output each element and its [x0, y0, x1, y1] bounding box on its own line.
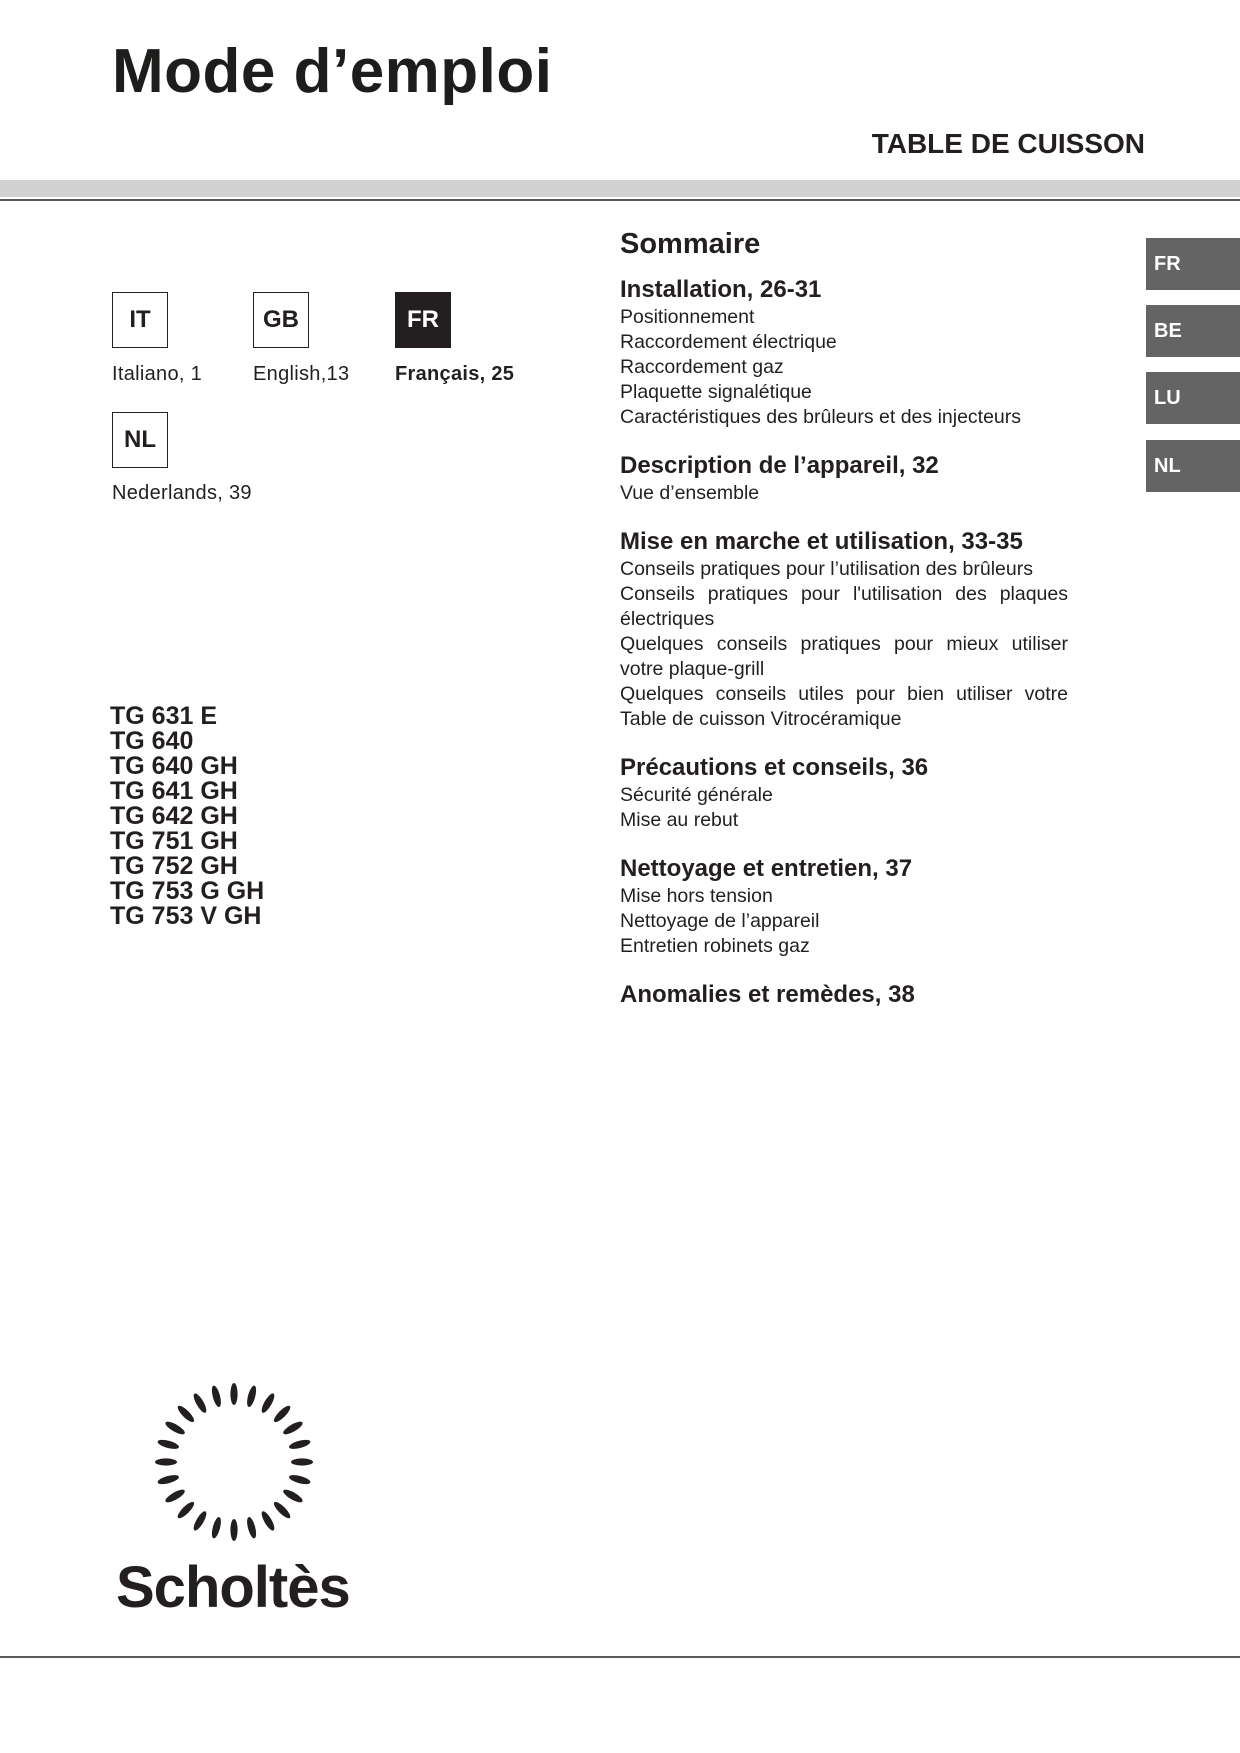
toc-section-title[interactable]: Précautions et conseils, 36 — [620, 754, 929, 781]
model-list — [110, 704, 264, 929]
footer-divider — [0, 1656, 1240, 1658]
sun-ray — [288, 1438, 311, 1451]
sun-ray — [191, 1392, 208, 1415]
toc-item[interactable]: Entretien robinets gaz — [620, 935, 810, 957]
lang-box-it[interactable]: IT — [112, 292, 168, 348]
toc-section-title[interactable]: Mise en marche et utilisation, 33-35 — [620, 528, 1023, 555]
lang-box-gb[interactable]: GB — [253, 292, 309, 348]
toc-section-title[interactable]: Anomalies et remèdes, 38 — [620, 981, 915, 1008]
toc-item[interactable]: Raccordement gaz — [620, 356, 784, 378]
model-item: TG 631 E — [110, 702, 217, 730]
lang-caption-gb: English,13 — [253, 363, 350, 385]
toc-item[interactable]: Sécurité générale — [620, 784, 773, 806]
toc-section-description — [620, 452, 1068, 506]
toc-heading: Sommaire — [620, 228, 761, 260]
header-band — [0, 180, 1240, 197]
toc-section-cleaning — [620, 855, 1068, 959]
sun-ray — [288, 1473, 311, 1486]
sun-ray — [230, 1519, 237, 1541]
toc-section-precautions — [620, 754, 1068, 833]
toc-item[interactable]: Raccordement électrique — [620, 331, 837, 353]
model-item: TG 640 — [110, 727, 194, 755]
lang-box-nl[interactable]: NL — [112, 412, 168, 468]
side-tab-fr[interactable]: FR — [1146, 238, 1240, 290]
toc-item[interactable]: Plaquette signalétique — [620, 381, 812, 403]
toc-item[interactable]: Quelques conseils pratiques pour mieux utiliser votre plaque-grill — [620, 633, 1068, 680]
sun-ray — [157, 1473, 180, 1486]
model-item: TG 753 V GH — [110, 902, 262, 930]
toc-section-title[interactable]: Description de l’appareil, 32 — [620, 452, 939, 479]
sun-ray — [259, 1392, 276, 1415]
sun-ray — [210, 1516, 223, 1539]
toc-section-troubleshooting — [620, 981, 1068, 1009]
toc-item[interactable]: Vue d’ensemble — [620, 482, 760, 504]
toc-item[interactable]: Caractéristiques des brûleurs et des injecteurs — [620, 406, 1022, 428]
toc-item[interactable]: Nettoyage de l’appareil — [620, 910, 820, 932]
sun-ray — [259, 1510, 276, 1533]
model-item: TG 752 GH — [110, 852, 238, 880]
lang-caption-it: Italiano, 1 — [112, 363, 203, 385]
toc-item[interactable]: Mise au rebut — [620, 809, 739, 831]
toc-section-title[interactable]: Installation, 26-31 — [620, 276, 822, 303]
sun-ray — [157, 1438, 180, 1451]
sun-ray — [164, 1487, 187, 1504]
toc-section-installation — [620, 276, 1068, 430]
model-item: TG 753 G GH — [110, 877, 265, 905]
lang-caption-fr: Français, 25 — [395, 363, 515, 385]
sun-ray — [155, 1458, 177, 1465]
side-tab-nl[interactable]: NL — [1146, 440, 1240, 492]
page-subtitle: TABLE DE CUISSON — [871, 128, 1145, 159]
table-of-contents — [620, 226, 1068, 1031]
side-tab-lu[interactable]: LU — [1146, 372, 1240, 424]
brand-wordmark: Scholtès — [116, 1555, 350, 1620]
lang-caption-nl: Nederlands, 39 — [112, 482, 252, 504]
model-item: TG 751 GH — [110, 827, 238, 855]
sun-ray — [282, 1419, 305, 1436]
sun-ray — [245, 1385, 258, 1408]
model-item: TG 641 GH — [110, 777, 238, 805]
sun-ray — [176, 1500, 197, 1521]
lang-box-fr[interactable]: FR — [395, 292, 451, 348]
sun-ray — [272, 1404, 293, 1425]
sun-ray — [210, 1385, 223, 1408]
model-item: TG 640 GH — [110, 752, 238, 780]
header-divider — [0, 199, 1240, 201]
sun-ray — [282, 1487, 305, 1504]
page-title: Mode d’emploi — [112, 37, 553, 106]
sun-ray — [291, 1458, 313, 1465]
sun-ray — [176, 1404, 197, 1425]
sun-ray — [230, 1383, 237, 1405]
sun-ray — [272, 1500, 293, 1521]
toc-section-usage — [620, 528, 1068, 732]
toc-item[interactable]: Quelques conseils utiles pour bien utiliser votre Table de cuisson Vitrocéramique — [620, 683, 1068, 730]
toc-item[interactable]: Mise hors tension — [620, 885, 773, 907]
toc-section-title[interactable]: Nettoyage et entretien, 37 — [620, 855, 913, 882]
toc-item[interactable]: Conseils pratiques pour l’utilisation des brûleurs — [620, 558, 1033, 580]
toc-item[interactable]: Conseils pratiques pour l'utilisation des plaques électriques — [620, 583, 1068, 630]
sun-ray — [191, 1510, 208, 1533]
toc-item[interactable]: Positionnement — [620, 306, 755, 328]
model-item: TG 642 GH — [110, 802, 238, 830]
sun-ray — [164, 1419, 187, 1436]
sun-ray — [245, 1516, 258, 1539]
side-tab-be[interactable]: BE — [1146, 305, 1240, 357]
